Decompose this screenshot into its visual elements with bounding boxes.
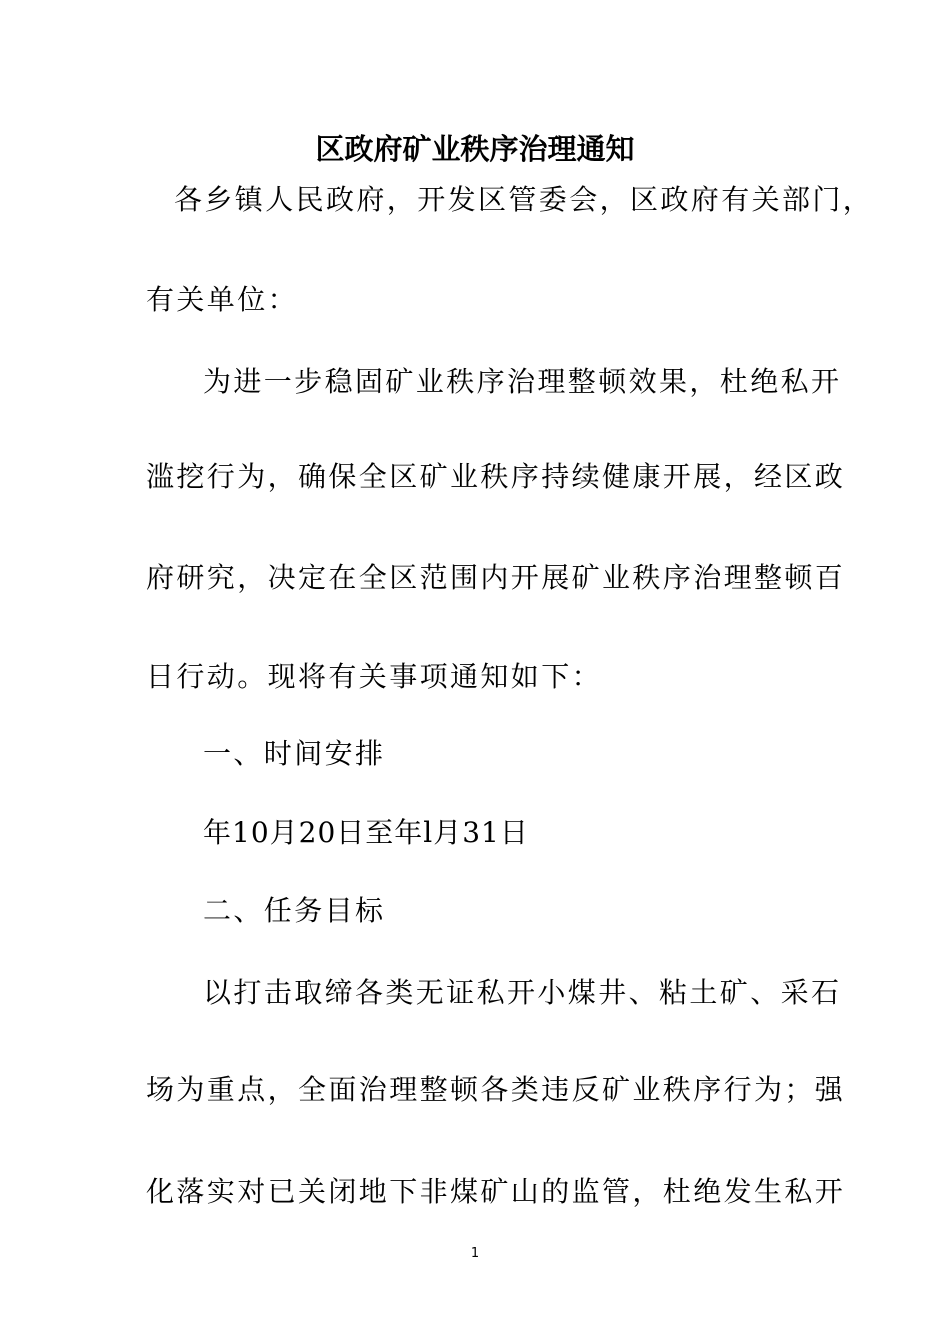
paragraph-line: 日行动。现将有关事项通知如下： (146, 660, 603, 693)
salutation-line: 各乡镇人民政府，开发区管委会，区政府有关部门， (174, 183, 874, 216)
paragraph-line: 府研究，决定在全区范围内开展矿业秩序治理整顿百 (146, 561, 846, 594)
section-heading: 二、任务目标 (203, 894, 386, 927)
salutation-line: 有关单位： (146, 283, 299, 316)
paragraph-line: 以打击取缔各类无证私开小煤井、粘土矿、采石 (203, 976, 842, 1009)
paragraph-line: 年10月20日至年l月31日 (203, 816, 529, 849)
document-title: 区政府矿业秩序治理通知 (315, 132, 635, 166)
paragraph-line: 滥挖行为，确保全区矿业秩序持续健康开展，经区政 (146, 460, 846, 493)
paragraph-line: 化落实对已关闭地下非煤矿山的监管，杜绝发生私开 (146, 1175, 846, 1208)
section-heading: 一、时间安排 (203, 737, 386, 770)
paragraph-line: 为进一步稳固矿业秩序治理整顿效果，杜绝私开 (203, 365, 842, 398)
paragraph-line: 场为重点，全面治理整顿各类违反矿业秩序行为；强 (146, 1073, 846, 1106)
page-number: 1 (470, 1246, 480, 1261)
